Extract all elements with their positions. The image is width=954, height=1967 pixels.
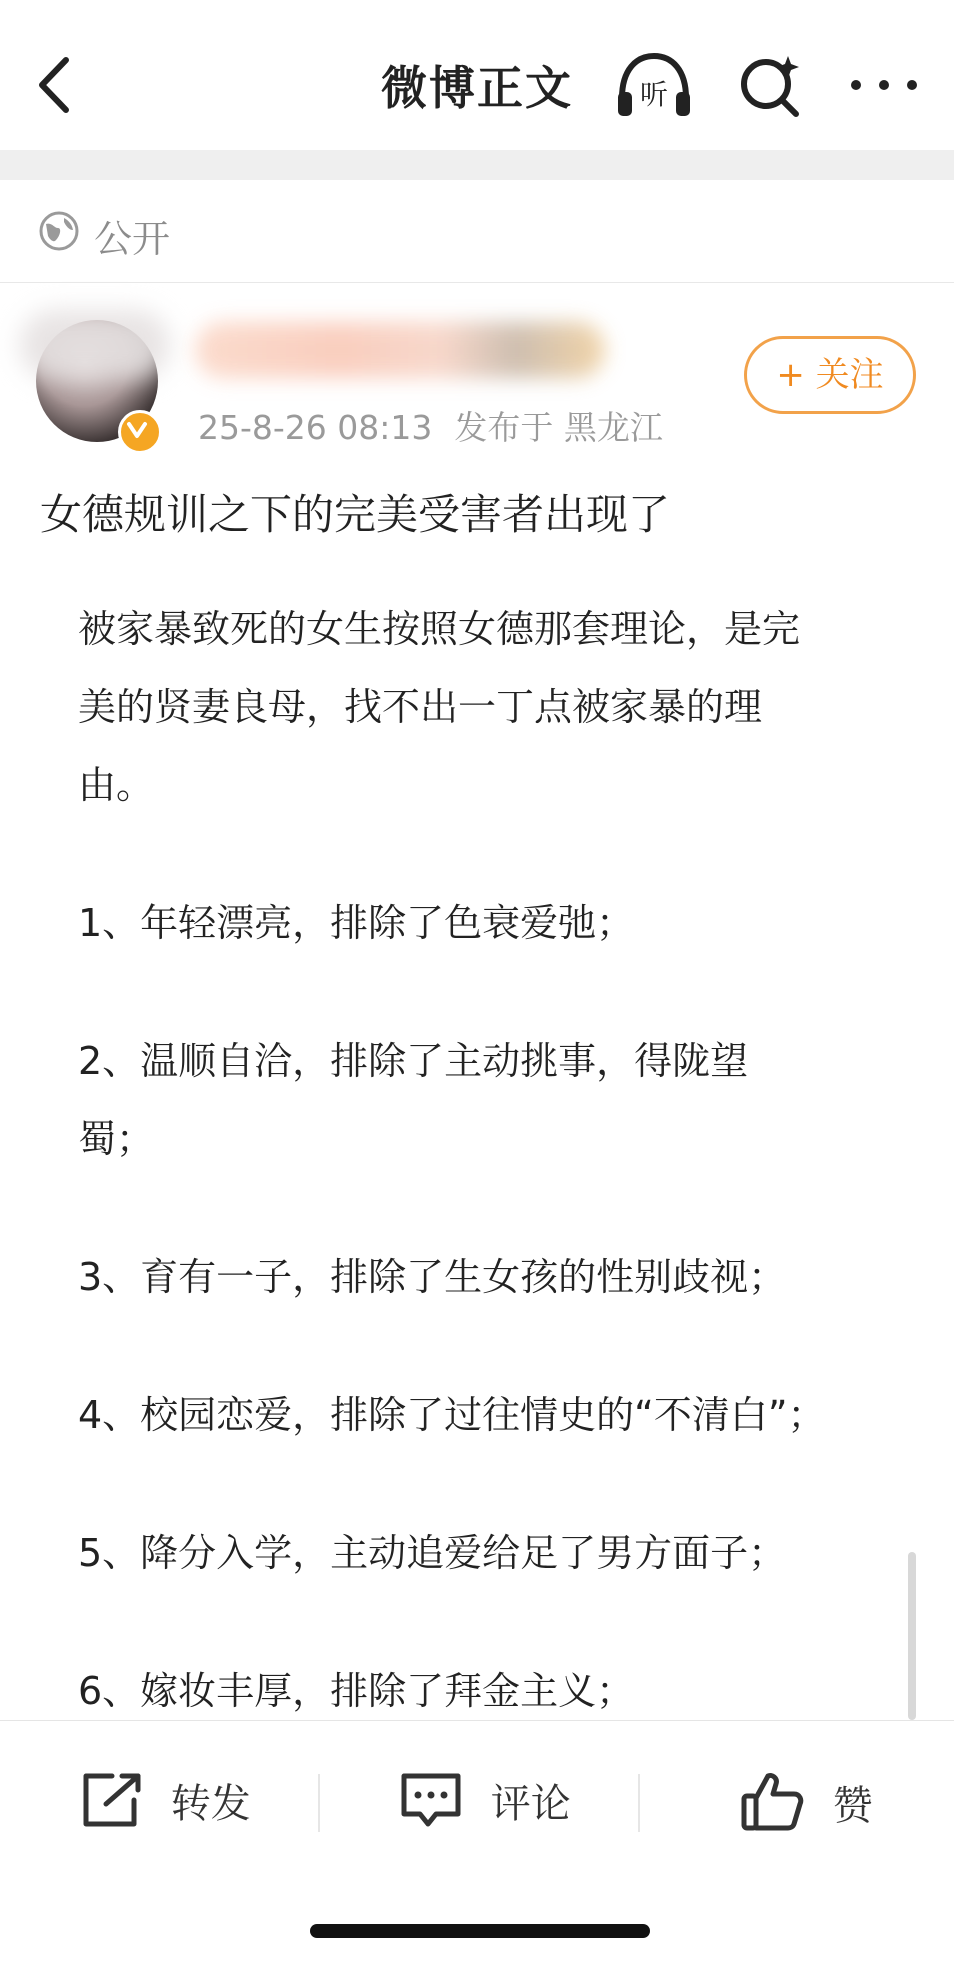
action-divider: [318, 1774, 320, 1832]
author-name-blurred[interactable]: [195, 322, 605, 378]
repost-label: 转发: [170, 1780, 251, 1827]
body-line: 被家暴致死的女生按照女德那套理论，是完: [78, 607, 801, 651]
page-title: 微博正文: [381, 61, 573, 115]
list-item: 1、年轻漂亮，排除了色衰爱弛；: [78, 901, 635, 945]
list-item: 4、校园恋爱，排除了过往情史的“不清白”；: [78, 1393, 826, 1437]
listen-label: 听: [639, 78, 669, 111]
repost-button[interactable]: [78, 1770, 251, 1836]
search-button[interactable]: [736, 52, 804, 120]
listen-button[interactable]: [612, 48, 696, 122]
action-divider: [638, 1774, 640, 1832]
comment-label: 评论: [490, 1780, 571, 1827]
post-body: [78, 590, 898, 1730]
post-location: 发布于 黑龙江: [454, 408, 663, 447]
list-item: 6、嫁妆丰厚，排除了拜金主义；: [78, 1669, 635, 1713]
post-timestamp: 25-8-26 08:13: [198, 408, 433, 447]
comment-icon: [398, 1770, 464, 1830]
follow-button[interactable]: + 关注: [744, 336, 916, 414]
search-sparkle-icon: [736, 52, 804, 120]
body-line: 美的贤妻良母，找不出一丁点被家暴的理: [78, 685, 763, 729]
thumbs-up-icon: [740, 1770, 806, 1834]
more-button[interactable]: [846, 68, 926, 102]
avatar-blur-overlay: [20, 310, 170, 380]
headphones-icon: [612, 48, 696, 122]
list-item: 5、降分入学，主动追爱给足了男方面子；: [78, 1531, 787, 1575]
like-label: 赞: [832, 1782, 873, 1829]
post-title: 女德规训之下的完美受害者出现了: [40, 490, 671, 539]
section-separator: [0, 150, 954, 180]
more-dots-icon: [846, 68, 926, 102]
post-meta: [198, 402, 685, 449]
list-item-continuation: 蜀；: [78, 1117, 155, 1161]
verified-badge-icon: [118, 410, 162, 454]
body-line: 由。: [78, 763, 155, 807]
globe-icon: [38, 210, 80, 252]
share-icon: [78, 1770, 144, 1830]
like-button[interactable]: [740, 1770, 873, 1836]
scrollbar[interactable]: [908, 1552, 916, 1720]
list-item: 2、温顺自洽，排除了主动挑事，得陇望: [78, 1039, 749, 1083]
visibility-label: 公开: [94, 217, 171, 261]
home-indicator: [310, 1924, 650, 1938]
list-item: 3、育有一子，排除了生女孩的性别歧视；: [78, 1255, 787, 1299]
comment-button[interactable]: [398, 1770, 571, 1836]
